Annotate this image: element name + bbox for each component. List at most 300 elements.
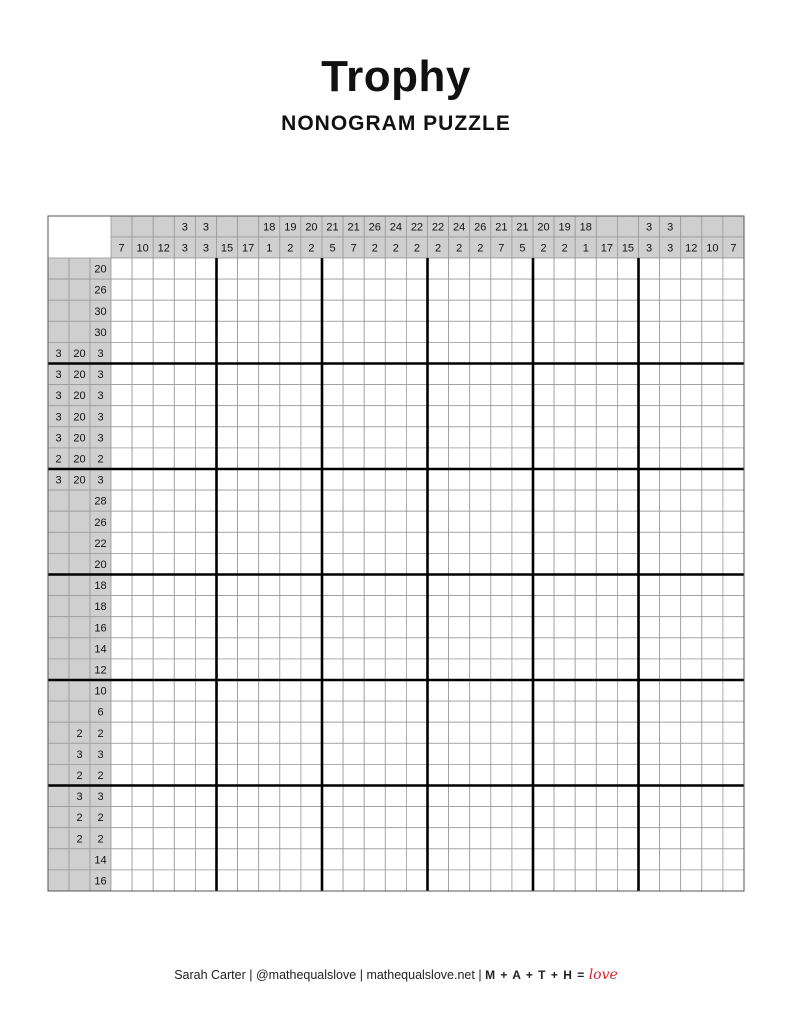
grid-cell[interactable]: [195, 553, 216, 574]
grid-cell[interactable]: [217, 553, 238, 574]
grid-cell[interactable]: [385, 743, 406, 764]
grid-cell[interactable]: [322, 638, 343, 659]
grid-cell[interactable]: [195, 427, 216, 448]
grid-cell[interactable]: [153, 385, 174, 406]
grid-cell[interactable]: [491, 427, 512, 448]
grid-cell[interactable]: [702, 764, 723, 785]
grid-cell[interactable]: [385, 659, 406, 680]
grid-cell[interactable]: [364, 807, 385, 828]
grid-cell[interactable]: [702, 469, 723, 490]
grid-cell[interactable]: [470, 364, 491, 385]
grid-cell[interactable]: [259, 596, 280, 617]
grid-cell[interactable]: [554, 659, 575, 680]
grid-cell[interactable]: [512, 258, 533, 279]
grid-cell[interactable]: [617, 553, 638, 574]
grid-cell[interactable]: [723, 617, 744, 638]
grid-cell[interactable]: [470, 743, 491, 764]
grid-cell[interactable]: [512, 596, 533, 617]
grid-cell[interactable]: [617, 680, 638, 701]
grid-cell[interactable]: [491, 638, 512, 659]
grid-cell[interactable]: [512, 406, 533, 427]
grid-cell[interactable]: [280, 385, 301, 406]
grid-cell[interactable]: [259, 575, 280, 596]
grid-cell[interactable]: [660, 575, 681, 596]
grid-cell[interactable]: [385, 638, 406, 659]
grid-cell[interactable]: [512, 764, 533, 785]
grid-cell[interactable]: [702, 342, 723, 363]
grid-cell[interactable]: [470, 448, 491, 469]
grid-cell[interactable]: [660, 342, 681, 363]
grid-cell[interactable]: [596, 406, 617, 427]
grid-cell[interactable]: [723, 258, 744, 279]
grid-cell[interactable]: [364, 764, 385, 785]
grid-cell[interactable]: [385, 364, 406, 385]
grid-cell[interactable]: [681, 575, 702, 596]
grid-cell[interactable]: [153, 807, 174, 828]
grid-cell[interactable]: [617, 849, 638, 870]
grid-cell[interactable]: [617, 427, 638, 448]
grid-cell[interactable]: [280, 364, 301, 385]
grid-cell[interactable]: [132, 490, 153, 511]
grid-cell[interactable]: [617, 406, 638, 427]
grid-cell[interactable]: [512, 321, 533, 342]
grid-cell[interactable]: [174, 553, 195, 574]
grid-cell[interactable]: [153, 596, 174, 617]
grid-cell[interactable]: [723, 406, 744, 427]
grid-cell[interactable]: [259, 279, 280, 300]
grid-cell[interactable]: [449, 743, 470, 764]
grid-cell[interactable]: [491, 511, 512, 532]
grid-cell[interactable]: [533, 659, 554, 680]
grid-cell[interactable]: [153, 701, 174, 722]
grid-cell[interactable]: [702, 532, 723, 553]
grid-cell[interactable]: [195, 279, 216, 300]
grid-cell[interactable]: [153, 680, 174, 701]
grid-cell[interactable]: [406, 786, 427, 807]
grid-cell[interactable]: [449, 532, 470, 553]
grid-cell[interactable]: [470, 659, 491, 680]
grid-cell[interactable]: [364, 279, 385, 300]
grid-cell[interactable]: [259, 406, 280, 427]
grid-cell[interactable]: [301, 553, 322, 574]
grid-cell[interactable]: [512, 786, 533, 807]
grid-cell[interactable]: [660, 680, 681, 701]
grid-cell[interactable]: [280, 786, 301, 807]
grid-cell[interactable]: [322, 490, 343, 511]
grid-cell[interactable]: [575, 364, 596, 385]
grid-cell[interactable]: [533, 300, 554, 321]
grid-cell[interactable]: [660, 258, 681, 279]
grid-cell[interactable]: [153, 300, 174, 321]
grid-cell[interactable]: [660, 300, 681, 321]
grid-cell[interactable]: [406, 575, 427, 596]
grid-cell[interactable]: [660, 511, 681, 532]
grid-cell[interactable]: [132, 469, 153, 490]
grid-cell[interactable]: [639, 385, 660, 406]
grid-cell[interactable]: [470, 617, 491, 638]
grid-cell[interactable]: [702, 490, 723, 511]
grid-cell[interactable]: [617, 258, 638, 279]
grid-cell[interactable]: [406, 258, 427, 279]
grid-cell[interactable]: [385, 490, 406, 511]
grid-cell[interactable]: [681, 427, 702, 448]
grid-cell[interactable]: [449, 448, 470, 469]
grid-cell[interactable]: [660, 701, 681, 722]
grid-cell[interactable]: [575, 427, 596, 448]
grid-cell[interactable]: [301, 490, 322, 511]
grid-cell[interactable]: [217, 511, 238, 532]
grid-cell[interactable]: [533, 828, 554, 849]
grid-cell[interactable]: [364, 638, 385, 659]
grid-cell[interactable]: [174, 469, 195, 490]
grid-cell[interactable]: [153, 722, 174, 743]
grid-cell[interactable]: [111, 490, 132, 511]
grid-cell[interactable]: [639, 870, 660, 891]
grid-cell[interactable]: [174, 300, 195, 321]
grid-cell[interactable]: [428, 786, 449, 807]
grid-cell[interactable]: [596, 659, 617, 680]
grid-cell[interactable]: [385, 385, 406, 406]
grid-cell[interactable]: [681, 490, 702, 511]
grid-cell[interactable]: [385, 617, 406, 638]
grid-cell[interactable]: [575, 617, 596, 638]
grid-cell[interactable]: [596, 342, 617, 363]
grid-cell[interactable]: [132, 638, 153, 659]
grid-cell[interactable]: [343, 786, 364, 807]
grid-cell[interactable]: [491, 300, 512, 321]
grid-cell[interactable]: [660, 849, 681, 870]
grid-cell[interactable]: [596, 575, 617, 596]
grid-cell[interactable]: [449, 722, 470, 743]
grid-cell[interactable]: [259, 385, 280, 406]
grid-cell[interactable]: [195, 743, 216, 764]
grid-cell[interactable]: [385, 427, 406, 448]
grid-cell[interactable]: [217, 321, 238, 342]
grid-cell[interactable]: [681, 617, 702, 638]
grid-cell[interactable]: [153, 849, 174, 870]
grid-cell[interactable]: [406, 532, 427, 553]
grid-cell[interactable]: [554, 385, 575, 406]
grid-cell[interactable]: [491, 786, 512, 807]
grid-cell[interactable]: [428, 406, 449, 427]
grid-cell[interactable]: [491, 385, 512, 406]
grid-cell[interactable]: [111, 321, 132, 342]
grid-cell[interactable]: [153, 342, 174, 363]
grid-cell[interactable]: [449, 321, 470, 342]
grid-cell[interactable]: [428, 743, 449, 764]
grid-cell[interactable]: [364, 680, 385, 701]
grid-cell[interactable]: [195, 342, 216, 363]
grid-cell[interactable]: [301, 258, 322, 279]
grid-cell[interactable]: [639, 764, 660, 785]
grid-cell[interactable]: [111, 828, 132, 849]
grid-cell[interactable]: [702, 553, 723, 574]
grid-cell[interactable]: [470, 511, 491, 532]
grid-cell[interactable]: [491, 828, 512, 849]
grid-cell[interactable]: [428, 638, 449, 659]
grid-cell[interactable]: [681, 849, 702, 870]
grid-cell[interactable]: [723, 680, 744, 701]
grid-cell[interactable]: [280, 849, 301, 870]
grid-cell[interactable]: [238, 279, 259, 300]
grid-cell[interactable]: [280, 279, 301, 300]
grid-cell[interactable]: [322, 743, 343, 764]
grid-cell[interactable]: [428, 342, 449, 363]
grid-cell[interactable]: [195, 638, 216, 659]
grid-cell[interactable]: [681, 258, 702, 279]
grid-cell[interactable]: [132, 617, 153, 638]
grid-cell[interactable]: [512, 701, 533, 722]
grid-cell[interactable]: [301, 849, 322, 870]
grid-cell[interactable]: [491, 553, 512, 574]
grid-cell[interactable]: [449, 553, 470, 574]
grid-cell[interactable]: [533, 722, 554, 743]
grid-cell[interactable]: [217, 786, 238, 807]
grid-cell[interactable]: [470, 596, 491, 617]
grid-cell[interactable]: [195, 385, 216, 406]
grid-cell[interactable]: [153, 279, 174, 300]
grid-cell[interactable]: [259, 659, 280, 680]
grid-cell[interactable]: [280, 490, 301, 511]
grid-cell[interactable]: [512, 828, 533, 849]
grid-cell[interactable]: [195, 321, 216, 342]
grid-cell[interactable]: [617, 828, 638, 849]
grid-cell[interactable]: [533, 321, 554, 342]
grid-cell[interactable]: [153, 406, 174, 427]
grid-cell[interactable]: [596, 385, 617, 406]
grid-cell[interactable]: [343, 807, 364, 828]
grid-cell[interactable]: [111, 385, 132, 406]
grid-cell[interactable]: [575, 680, 596, 701]
grid-cell[interactable]: [639, 849, 660, 870]
grid-cell[interactable]: [364, 701, 385, 722]
grid-cell[interactable]: [343, 849, 364, 870]
grid-cell[interactable]: [132, 364, 153, 385]
grid-cell[interactable]: [491, 807, 512, 828]
grid-cell[interactable]: [280, 807, 301, 828]
grid-cell[interactable]: [617, 638, 638, 659]
grid-cell[interactable]: [723, 701, 744, 722]
grid-cell[interactable]: [301, 659, 322, 680]
grid-cell[interactable]: [301, 638, 322, 659]
grid-cell[interactable]: [406, 364, 427, 385]
grid-cell[interactable]: [301, 807, 322, 828]
grid-cell[interactable]: [385, 828, 406, 849]
grid-cell[interactable]: [533, 279, 554, 300]
grid-cell[interactable]: [217, 807, 238, 828]
grid-cell[interactable]: [153, 659, 174, 680]
grid-cell[interactable]: [449, 342, 470, 363]
grid-cell[interactable]: [217, 764, 238, 785]
grid-cell[interactable]: [343, 638, 364, 659]
grid-cell[interactable]: [301, 786, 322, 807]
grid-cell[interactable]: [491, 321, 512, 342]
grid-cell[interactable]: [449, 659, 470, 680]
grid-cell[interactable]: [491, 279, 512, 300]
grid-cell[interactable]: [322, 300, 343, 321]
grid-cell[interactable]: [280, 701, 301, 722]
grid-cell[interactable]: [364, 617, 385, 638]
grid-cell[interactable]: [217, 448, 238, 469]
grid-cell[interactable]: [174, 701, 195, 722]
grid-cell[interactable]: [702, 638, 723, 659]
grid-cell[interactable]: [322, 532, 343, 553]
grid-cell[interactable]: [596, 701, 617, 722]
grid-cell[interactable]: [554, 617, 575, 638]
grid-cell[interactable]: [195, 575, 216, 596]
grid-cell[interactable]: [449, 406, 470, 427]
grid-cell[interactable]: [491, 764, 512, 785]
grid-cell[interactable]: [449, 279, 470, 300]
grid-cell[interactable]: [702, 659, 723, 680]
grid-cell[interactable]: [322, 385, 343, 406]
grid-cell[interactable]: [195, 511, 216, 532]
grid-cell[interactable]: [259, 701, 280, 722]
grid-cell[interactable]: [681, 448, 702, 469]
grid-cell[interactable]: [702, 617, 723, 638]
grid-cell[interactable]: [617, 617, 638, 638]
grid-cell[interactable]: [554, 596, 575, 617]
grid-cell[interactable]: [533, 617, 554, 638]
grid-cell[interactable]: [428, 575, 449, 596]
grid-cell[interactable]: [364, 258, 385, 279]
grid-cell[interactable]: [280, 258, 301, 279]
grid-cell[interactable]: [238, 532, 259, 553]
grid-cell[interactable]: [111, 870, 132, 891]
grid-cell[interactable]: [681, 342, 702, 363]
grid-cell[interactable]: [639, 680, 660, 701]
grid-cell[interactable]: [280, 764, 301, 785]
grid-cell[interactable]: [533, 532, 554, 553]
grid-cell[interactable]: [660, 448, 681, 469]
grid-cell[interactable]: [111, 701, 132, 722]
grid-cell[interactable]: [385, 807, 406, 828]
grid-cell[interactable]: [491, 490, 512, 511]
grid-cell[interactable]: [406, 849, 427, 870]
grid-cell[interactable]: [343, 596, 364, 617]
grid-cell[interactable]: [132, 764, 153, 785]
grid-cell[interactable]: [512, 364, 533, 385]
grid-cell[interactable]: [428, 490, 449, 511]
grid-cell[interactable]: [639, 575, 660, 596]
grid-cell[interactable]: [343, 553, 364, 574]
grid-cell[interactable]: [554, 364, 575, 385]
grid-cell[interactable]: [195, 870, 216, 891]
grid-cell[interactable]: [702, 448, 723, 469]
grid-cell[interactable]: [428, 764, 449, 785]
grid-cell[interactable]: [406, 870, 427, 891]
grid-cell[interactable]: [470, 300, 491, 321]
grid-cell[interactable]: [259, 300, 280, 321]
grid-cell[interactable]: [238, 490, 259, 511]
grid-cell[interactable]: [322, 575, 343, 596]
grid-cell[interactable]: [195, 406, 216, 427]
grid-cell[interactable]: [153, 532, 174, 553]
grid-cell[interactable]: [617, 364, 638, 385]
grid-cell[interactable]: [575, 828, 596, 849]
grid-cell[interactable]: [111, 279, 132, 300]
grid-cell[interactable]: [554, 469, 575, 490]
grid-cell[interactable]: [512, 849, 533, 870]
grid-cell[interactable]: [723, 596, 744, 617]
grid-cell[interactable]: [322, 406, 343, 427]
grid-cell[interactable]: [681, 659, 702, 680]
grid-cell[interactable]: [512, 743, 533, 764]
grid-cell[interactable]: [428, 870, 449, 891]
grid-cell[interactable]: [681, 385, 702, 406]
grid-cell[interactable]: [259, 321, 280, 342]
grid-cell[interactable]: [406, 427, 427, 448]
grid-cell[interactable]: [322, 258, 343, 279]
grid-cell[interactable]: [617, 532, 638, 553]
grid-cell[interactable]: [195, 532, 216, 553]
grid-cell[interactable]: [575, 532, 596, 553]
grid-cell[interactable]: [639, 786, 660, 807]
grid-cell[interactable]: [406, 638, 427, 659]
grid-cell[interactable]: [554, 807, 575, 828]
grid-cell[interactable]: [259, 828, 280, 849]
grid-cell[interactable]: [596, 722, 617, 743]
grid-cell[interactable]: [617, 764, 638, 785]
grid-cell[interactable]: [617, 321, 638, 342]
grid-cell[interactable]: [217, 828, 238, 849]
grid-cell[interactable]: [660, 532, 681, 553]
grid-cell[interactable]: [174, 638, 195, 659]
grid-cell[interactable]: [575, 807, 596, 828]
grid-cell[interactable]: [428, 680, 449, 701]
grid-cell[interactable]: [111, 659, 132, 680]
grid-cell[interactable]: [470, 469, 491, 490]
grid-cell[interactable]: [280, 511, 301, 532]
grid-cell[interactable]: [533, 490, 554, 511]
grid-cell[interactable]: [575, 342, 596, 363]
grid-cell[interactable]: [554, 764, 575, 785]
grid-cell[interactable]: [491, 342, 512, 363]
grid-cell[interactable]: [238, 701, 259, 722]
grid-cell[interactable]: [428, 849, 449, 870]
grid-cell[interactable]: [153, 575, 174, 596]
grid-cell[interactable]: [702, 406, 723, 427]
grid-cell[interactable]: [132, 342, 153, 363]
grid-cell[interactable]: [639, 828, 660, 849]
grid-cell[interactable]: [617, 448, 638, 469]
grid-cell[interactable]: [280, 828, 301, 849]
grid-cell[interactable]: [702, 870, 723, 891]
grid-cell[interactable]: [195, 764, 216, 785]
grid-cell[interactable]: [512, 385, 533, 406]
grid-cell[interactable]: [259, 532, 280, 553]
grid-cell[interactable]: [428, 321, 449, 342]
grid-cell[interactable]: [385, 511, 406, 532]
grid-cell[interactable]: [596, 617, 617, 638]
grid-cell[interactable]: [428, 364, 449, 385]
grid-cell[interactable]: [238, 722, 259, 743]
grid-cell[interactable]: [111, 786, 132, 807]
grid-cell[interactable]: [702, 279, 723, 300]
grid-cell[interactable]: [660, 364, 681, 385]
grid-cell[interactable]: [617, 300, 638, 321]
grid-cell[interactable]: [301, 680, 322, 701]
grid-cell[interactable]: [259, 764, 280, 785]
grid-cell[interactable]: [364, 722, 385, 743]
grid-cell[interactable]: [280, 617, 301, 638]
grid-cell[interactable]: [470, 553, 491, 574]
grid-cell[interactable]: [343, 659, 364, 680]
grid-cell[interactable]: [639, 342, 660, 363]
grid-cell[interactable]: [723, 849, 744, 870]
grid-cell[interactable]: [470, 680, 491, 701]
grid-cell[interactable]: [512, 469, 533, 490]
